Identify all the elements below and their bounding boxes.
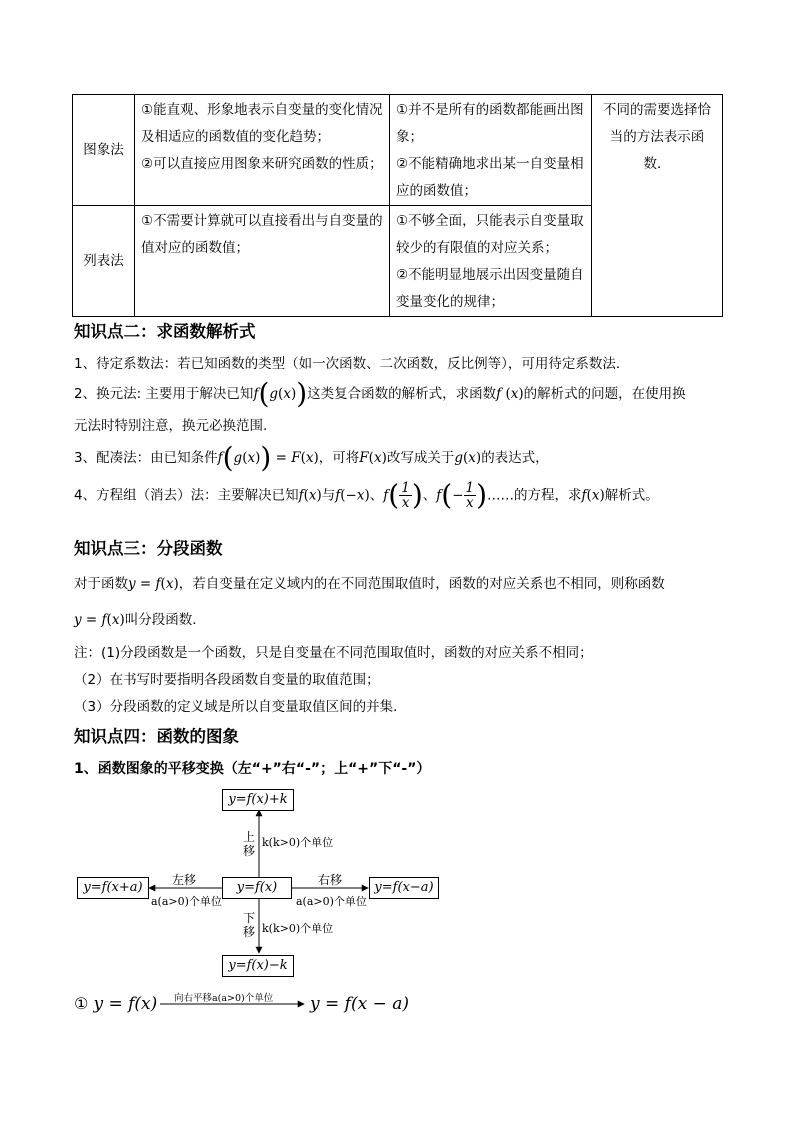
method-cell: 图象法 xyxy=(73,95,135,206)
paragraph: y = f(x)叫分段函数． xyxy=(74,612,206,628)
disadvantage-item: ①并不是所有的函数都能画出图象； xyxy=(396,102,584,145)
paragraph: 4、方程组（消去）法：主要解决已知f(x)与f(−x)、f( $\frac{1}{x}$ )、f(− $\frac{1}{x}$ )……的方程，求f(x)解析式。 xyxy=(74,478,659,512)
paragraph: （2）在书写时要指明各段函数自变量的取值范围； xyxy=(74,672,380,688)
disadvantage-item: ②不能明显地展示出因变量随自变量变化的规律； xyxy=(396,267,584,310)
shifted-right-box: y=f(x−a) xyxy=(369,877,439,899)
representation-methods-table xyxy=(72,94,723,317)
shifted-left-box: y=f(x+a) xyxy=(77,877,149,899)
shifted-down-box: y=f(x)−k xyxy=(222,955,294,977)
formula-arrow-label: 向右平移a(a>0)个单位 xyxy=(174,993,274,1004)
left-shift-units: a(a>0)个单位 xyxy=(151,895,222,908)
text: ……的方程，求 xyxy=(487,487,582,504)
note-cell: 不同的需要选择恰当的方法表示函数． xyxy=(592,95,723,317)
subsection-title: 1、函数图象的平移变换（左“+”右“-”；上“+”下“-”） xyxy=(74,761,431,777)
shifted-up-box: y=f(x)+k xyxy=(222,789,294,811)
paragraph: 注：(1)分段函数是一个函数，只是自变量在不同范围取值时，函数的对应关系不相同； xyxy=(74,645,593,661)
left-shift-label: 左移 xyxy=(172,873,197,887)
text: 、 xyxy=(422,487,437,504)
formula-rhs: y = f(x − a) xyxy=(310,994,409,1014)
disadvantages-cell xyxy=(390,95,592,206)
text: ，若自变量在定义域内的在不同范围取值时，函数的对应关系也不相同，则称函数 xyxy=(178,576,665,592)
advantage-item: ①能直观、形象地表示自变量的变化情况及相适应的函数值的变化趋势； xyxy=(141,102,383,145)
disadvantages-cell xyxy=(390,206,592,317)
section-title: 知识点二：求函数解析式 xyxy=(74,322,256,341)
text: 2、换元法: 主要用于解决已知 xyxy=(74,386,254,402)
text: 叫分段函数． xyxy=(124,612,206,628)
text: 的表达式， xyxy=(481,450,549,466)
table-row xyxy=(73,95,723,206)
formula: f xyxy=(253,386,259,402)
paragraph: 对于函数y = f(x)，若自变量在定义域内的在不同范围取值时，函数的对应关系也不相同，则称函数 xyxy=(74,576,665,592)
right-shift-label: 右移 xyxy=(318,873,343,887)
advantage-item: ①不需要计算就可以直接看出与自变量的值对应的函数值； xyxy=(141,213,383,256)
text: 4、方程组（消去）法：主要解决已知 xyxy=(74,487,299,504)
disadvantage-item: ①不够全面，只能表示自变量取较少的有限值的对应关系； xyxy=(396,213,584,256)
down-shift-label: 下移 xyxy=(242,911,255,939)
formula-lhs: y = f(x) xyxy=(93,994,158,1014)
down-shift-units: k(k>0)个单位 xyxy=(262,922,334,935)
text: 这类复合函数的解析式，求函数 xyxy=(307,386,497,402)
paragraph: 3、配凑法：由已知条件f(g(x)) = F(x)，可将F(x)改写成关于g(x)的表达式， xyxy=(74,441,549,474)
paragraph: 1、待定系数法：若已知函数的类型（如一次函数、二次函数，反比例等），可用待定系数法． xyxy=(74,356,630,372)
paragraph: 元法时特别注意，换元必换范围. xyxy=(74,418,268,434)
paragraph: 2、换元法: 主要用于解决已知f(g(x))这类复合函数的解析式，求函数f (x)的解析式的问题，在使用换 xyxy=(74,377,686,410)
advantage-item: ②可以直接应用图象来研究函数的性质； xyxy=(141,156,383,172)
method-cell: 列表法 xyxy=(73,206,135,317)
text: 的解析式的问题，在使用换 xyxy=(523,386,686,402)
right-shift-units: a(a>0)个单位 xyxy=(296,895,367,908)
up-shift-label: 上移 xyxy=(242,830,255,858)
advantages-cell xyxy=(135,206,390,317)
paragraph: （3）分段函数的定义域是所以自变量取值区间的并集． xyxy=(74,699,407,715)
section-title: 知识点三：分段函数 xyxy=(74,539,223,558)
text: 改写成关于 xyxy=(386,450,455,466)
text: 解析式。 xyxy=(604,487,659,504)
translation-formula xyxy=(74,994,157,1014)
section-title: 知识点四：函数的图象 xyxy=(74,727,239,746)
original-function-box: y=f(x) xyxy=(222,877,292,899)
disadvantage-item: ②不能精确地求出某一自变量相应的函数值； xyxy=(396,156,584,199)
text: 、 xyxy=(369,487,384,504)
text: ，可将 xyxy=(318,450,360,466)
text: 3、配凑法：由已知条件 xyxy=(74,450,218,466)
text: 对于函数 xyxy=(74,576,128,592)
item-marker: ① xyxy=(74,994,89,1013)
advantages-cell xyxy=(135,95,390,206)
up-shift-units: k(k>0)个单位 xyxy=(262,836,334,849)
text: 与 xyxy=(321,487,336,504)
